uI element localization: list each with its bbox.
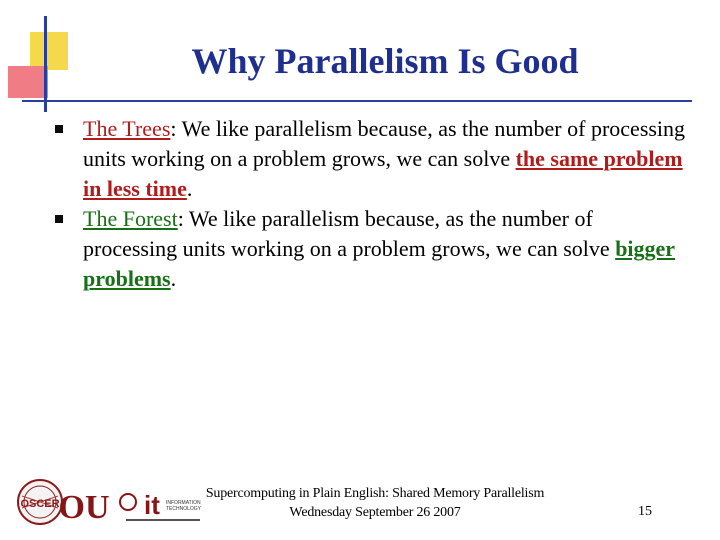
bullet-item-forest — [52, 204, 692, 294]
bullet-end: . — [170, 266, 177, 291]
page-number: 15 — [638, 504, 652, 519]
svg-text:INFORMATION: INFORMATION — [166, 500, 201, 506]
bullet-lead: The Forest — [83, 206, 178, 231]
bullet-item-trees — [52, 114, 692, 204]
bullet-body: : We like parallelism because, as the number of processing units working on a problem grows, we can solve — [83, 206, 616, 261]
ou-logo — [59, 489, 110, 526]
footer-line-2: Wednesday September 26 2007 — [289, 505, 461, 520]
bullet-emphasis: the same problem in less time — [83, 146, 683, 201]
bullet-lead: The Trees — [83, 116, 171, 141]
footer-text — [185, 484, 565, 522]
bullet-icon — [55, 125, 63, 133]
decor-yellow-square — [30, 32, 68, 70]
oscer-logo — [18, 480, 62, 524]
logo-group — [14, 478, 204, 528]
decor-pink-square — [8, 66, 48, 98]
bullet-end: . — [186, 176, 193, 201]
svg-text:TECHNOLOGY: TECHNOLOGY — [166, 506, 202, 512]
decor-horizontal-line — [22, 100, 692, 102]
slide-title: Why Parallelism Is Good — [191, 41, 579, 81]
bullet-list — [52, 114, 692, 294]
bullet-emphasis: bigger problems — [83, 236, 676, 291]
svg-text:it: it — [144, 490, 160, 520]
footer-logos — [14, 478, 204, 528]
decor-vertical-line — [44, 16, 47, 112]
footer-line-1: Supercomputing in Plain English: Shared Memory Parallelism — [205, 486, 545, 501]
svg-text:OU: OU — [58, 489, 110, 526]
bullet-icon — [55, 215, 63, 223]
bullet-body: : We like parallelism because, as the number of processing units working on a problem grows, we can solve — [83, 116, 686, 171]
svg-text:OSCER: OSCER — [20, 498, 60, 510]
